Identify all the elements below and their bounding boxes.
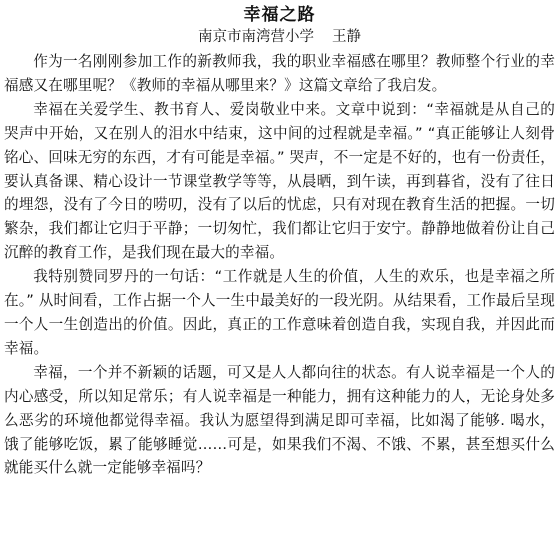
body-paragraph: 幸福，一个并不新颖的话题，可又是人人都向往的状态。有人说幸福是一个人的内心感受，所以知足常乐；有人说幸福是一种能力，拥有这种能力的人，无论身处多么恶劣的环境他都觉得幸福。我认为愿望得到满足即可幸福，比如渴了能够. 喝水，饿了能够吃饭，累了能够睡觉……可是，如果我们不渴、不饿、不累，甚至想买什么就能买什么就一定能够幸福吗？: [4, 363, 555, 477]
author-school: 南京市南湾营小学: [198, 29, 314, 45]
body-paragraph: 幸福在关爱学生、教书育人、爱岗敬业中来。文章中说到：“幸福就是从自己的哭声中开始，又在别人的泪水中结束，这中间的过程就是幸福。” “真正能够让人刻骨铭心、回味无穷的东西，才有可能是幸福。” 哭声，不一定是不好的，也有一份责任，要认真备课、精心设计一节课堂教学等等，从晨晒，到午读，再到暮省，没有了往日的埋怨，没有了今日的唠叨，没有了以后的忧虑，只有对现在教育生活的把握。一切繁杂，我们都让它归于平静；一切匆忙，我们都让它归于安宁。静静地做着份让自己沉醉的教育工作，是我们现在最大的幸福。: [4, 100, 555, 262]
author-name: 王静: [332, 29, 361, 45]
article-body: [4, 50, 555, 480]
article-title: 幸福之路: [243, 5, 316, 25]
body-paragraph: 我特别赞同罗丹的一句话：“工作就是人生的价值，人生的欢乐，也是幸福之所在。” 从时间看，工作占据一个人一生中最美好的一段光阴。从结果看，工作最后呈现一个人一生创造出的价值。因此，真正的工作意味着创造自我，实现自我，并因此而幸福。: [4, 268, 555, 357]
article-byline: [4, 26, 555, 48]
body-paragraph: 作为一名刚刚参加工作的新教师我，我的职业幸福感在哪里？教师整个行业的幸福感又在哪里呢？《教师的幸福从哪里来？》这篇文章给了我启发。: [4, 53, 555, 94]
